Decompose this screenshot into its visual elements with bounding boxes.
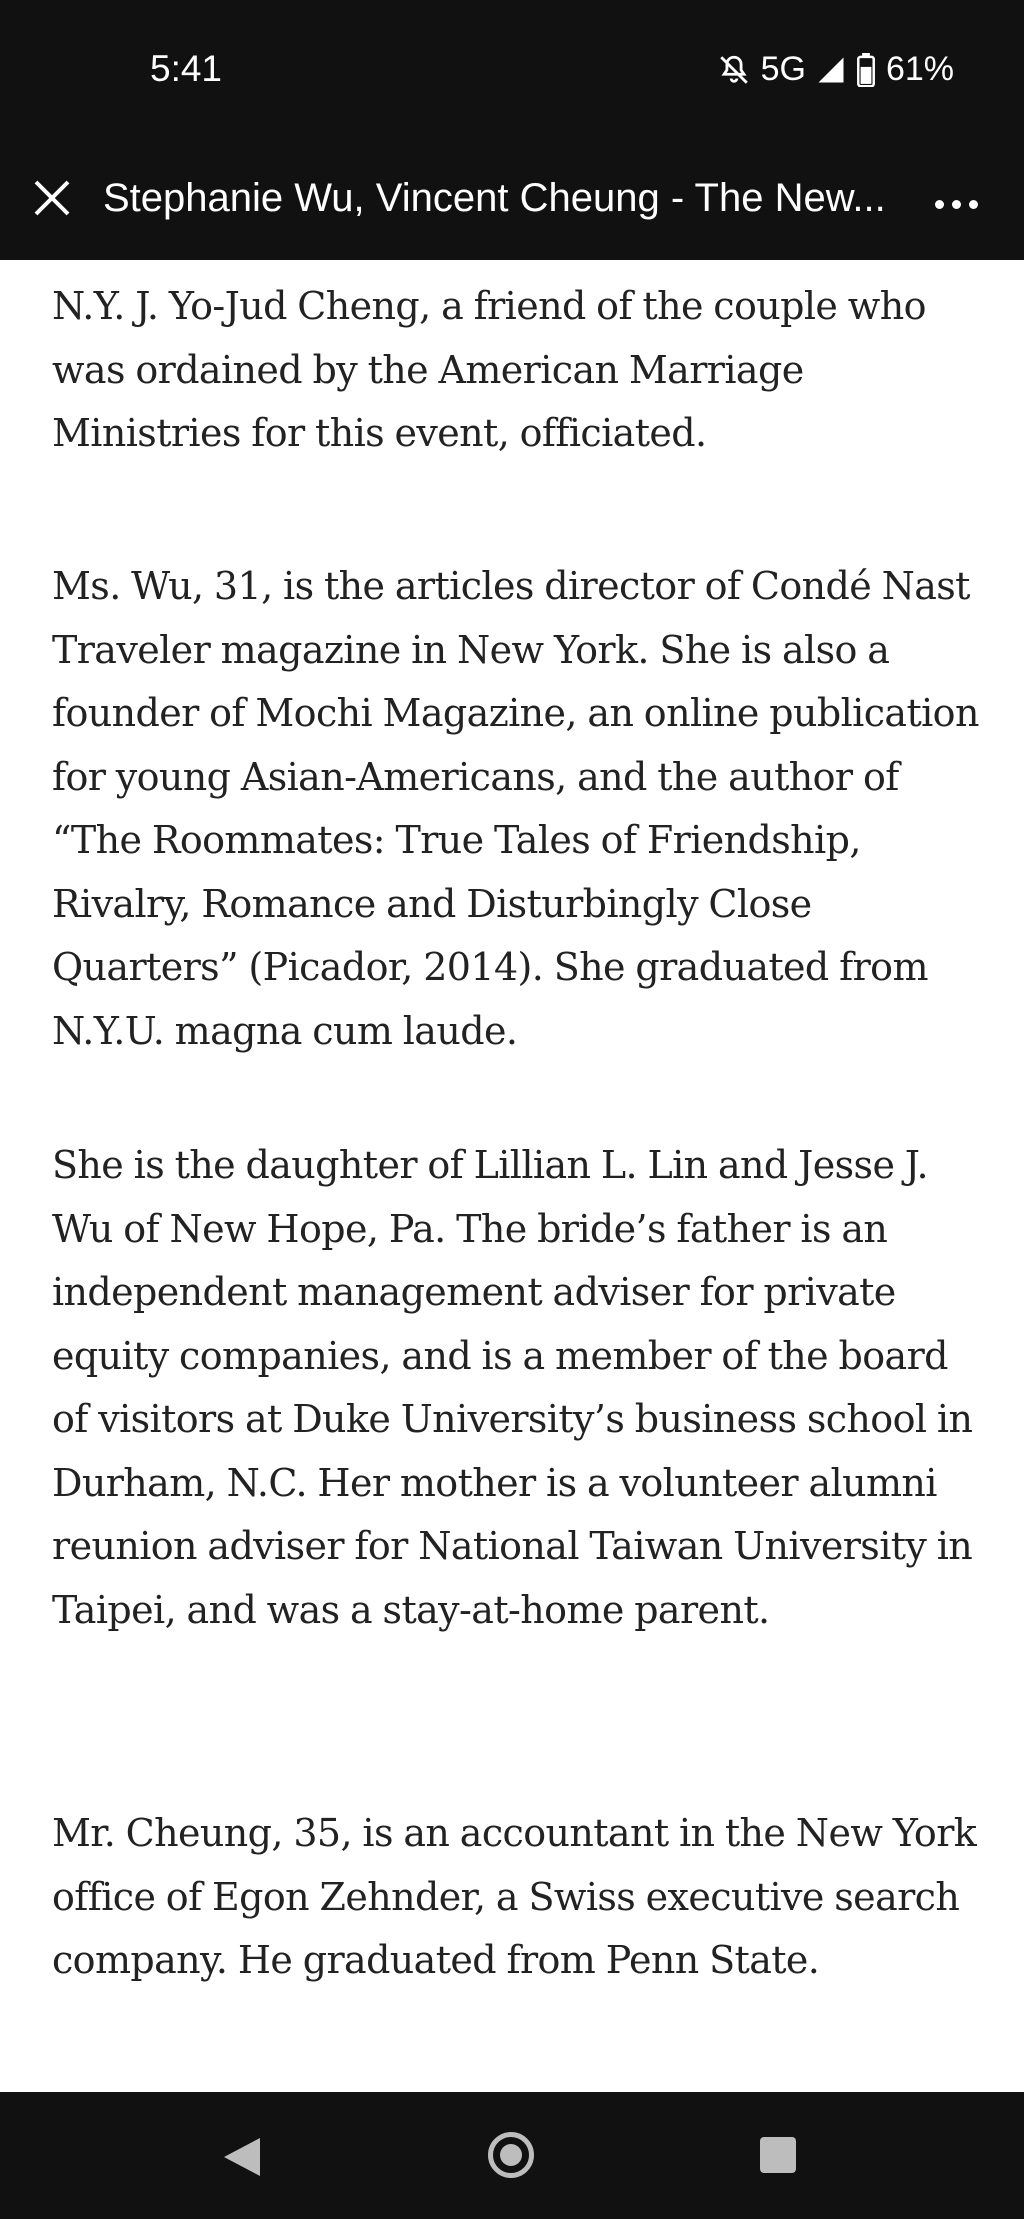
status-bar	[0, 0, 1024, 146]
signal-icon	[816, 55, 846, 85]
article-paragraph: N.Y. J. Yo-Jud Cheng, a friend of the couple who was ordained by the American Marriage Ministries for this event, officiated.	[52, 284, 926, 455]
bell-off-icon	[717, 53, 751, 87]
battery-icon	[856, 53, 876, 87]
article-paragraph: Ms. Wu, 31, is the articles director of Condé Nast Traveler magazine in New York. She is also a founder of Mochi Magazine, an online publication for young Asian-Americans, and the author of “The Roommates: True Tales of Friendship, Rivalry, Romance and Disturbingly Close Quarters” (Picador, 2014). She graduated from N.Y.U. magna cum laude.	[52, 564, 979, 1053]
article-paragraph: She is the daughter of Lillian L. Lin and Jesse J. Wu of New Hope, Pa. The bride’s father is an independent management adviser for private equity companies, and is a member of the board of visitors at Duke University’s business school in Durham, N.C. Her mother is a volunteer alumni reunion adviser for National Taiwan University in Taipei, and was a stay-at-home parent.	[52, 1143, 973, 1632]
recents-button[interactable]	[708, 2092, 848, 2219]
close-button[interactable]	[30, 176, 74, 220]
back-icon	[224, 2138, 260, 2176]
article-body	[0, 260, 1024, 2092]
status-time: 5:41	[150, 48, 223, 89]
home-icon	[488, 2132, 534, 2178]
browser-toolbar	[0, 146, 1024, 260]
more-options-button[interactable]	[935, 200, 978, 209]
recents-icon	[760, 2137, 796, 2173]
battery-percent: 61%	[885, 50, 954, 88]
close-icon	[30, 176, 74, 220]
article-paragraph: Mr. Cheung, 35, is an accountant in the New York office of Egon Zehnder, a Swiss executive search company. He graduated from Penn State.	[52, 1811, 977, 1982]
back-button[interactable]	[172, 2092, 312, 2219]
page-title: Stephanie Wu, Vincent Cheung - The New...	[103, 176, 886, 220]
navigation-bar	[0, 2092, 1024, 2219]
more-icon	[935, 200, 944, 209]
network-type: 5G	[760, 50, 806, 88]
home-button[interactable]	[442, 2092, 582, 2219]
status-indicators	[717, 50, 954, 89]
